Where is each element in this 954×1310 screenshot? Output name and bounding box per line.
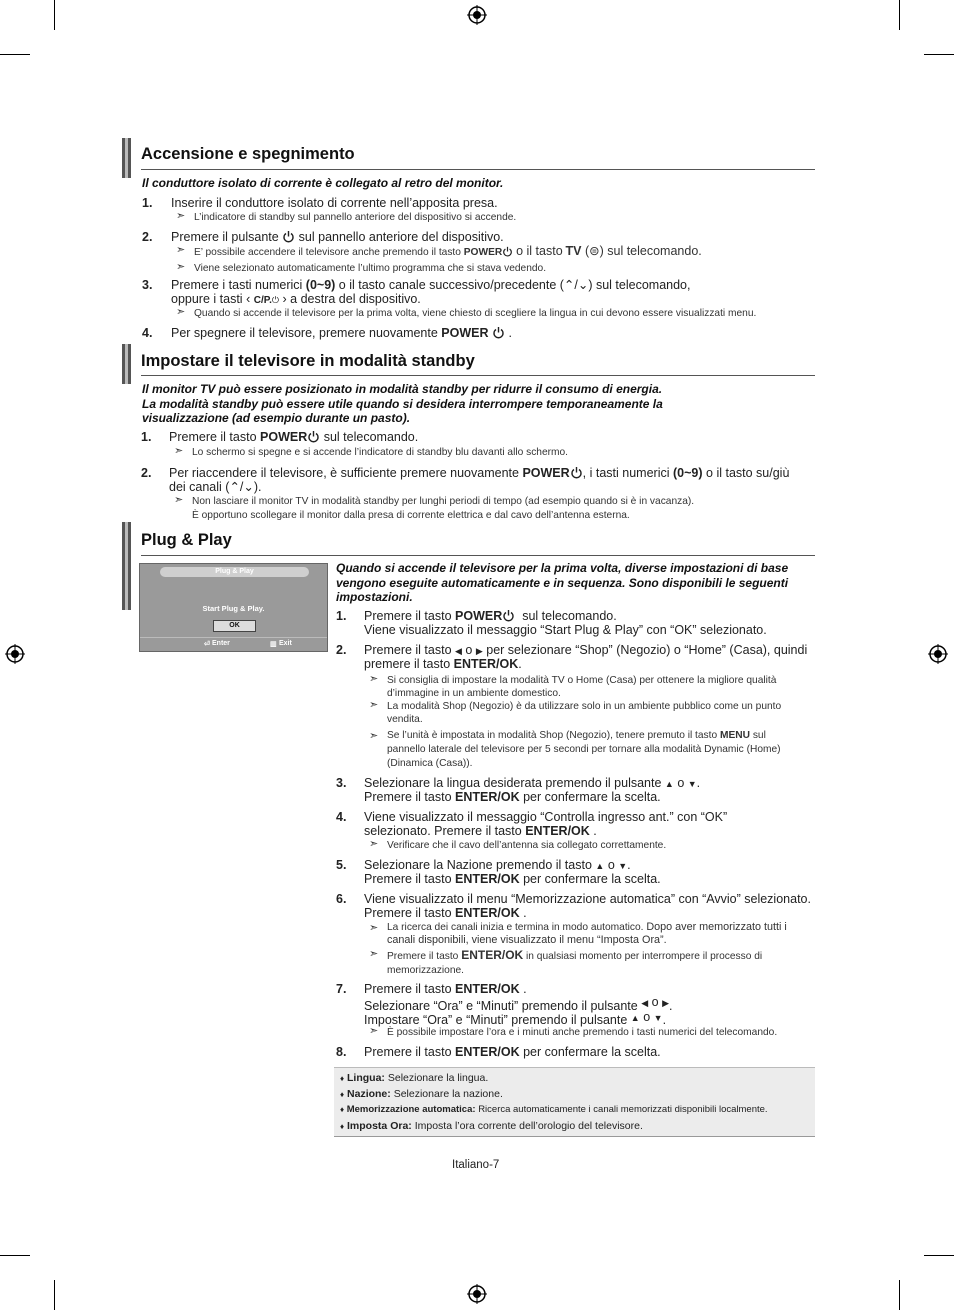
summary-row [340,1120,643,1132]
section-rule [141,375,815,376]
chevron-left-icon: ‹ [246,292,251,306]
note-text [192,495,694,522]
note-text [387,700,781,726]
note-arrow-icon: ➣ [369,838,379,850]
registration-mark-icon [467,5,487,25]
step-text-b: . [523,982,527,996]
note-text: Verificare che il cavo dell’antenna sia collegato correttamente. [387,840,667,851]
step-line2-a: premere il tasto [364,657,451,671]
tv-screen-header: Plug & Play [160,567,309,577]
enter-ok-label: ENTER/OK [455,906,520,920]
down-arrow-icon: ▼ [653,1013,663,1023]
step-number: 4. [142,326,153,340]
or-text: o [677,776,685,790]
note-text [194,245,702,259]
exit-label: Exit [279,640,292,647]
step-number: 1. [336,609,347,623]
step-line3-a: Impostare “Ora” e “Minuti” premendo il pulsante [364,1013,628,1027]
section-bar [122,138,131,178]
tv-icon: (⊜ [581,244,600,258]
note-line: vendita. [387,714,423,725]
step-line2-b: per confermare la scelta. [523,872,661,886]
note-arrow-icon: ➣ [176,261,186,273]
section-rule [141,555,815,556]
step-line2-b: ). [253,480,262,494]
step-text: Inserire il conduttore isolato di corrente nell’apposita presa. [171,196,498,210]
intro-line: Quando si accende il televisore per la prima volta, diverse impostazioni di base [336,561,789,575]
note-line: memorizzazione. [387,965,464,976]
enter-ok-label: ENTER/OK [525,824,590,838]
step-line2-a: Premere il tasto [364,906,452,920]
step-line2-a: dei canali ( [169,480,230,494]
step-text-b: sul telecomando. [323,430,419,444]
section-bar [122,522,131,610]
step-text [364,906,527,921]
note-a: Premere il tasto [387,951,459,962]
step-text [364,872,661,887]
crop-mark [924,1255,954,1256]
step-line2-a: Selezionare “Ora” e “Minuti” premendo il pulsante [364,999,638,1013]
section-title: Plug & Play [141,531,232,549]
step-line2-a: oppure i tasti [171,292,243,306]
step-text-b: . [696,776,701,790]
summary-text: Selezionare la nazione. [393,1088,503,1100]
note-text [387,949,762,977]
step-text-a: Premere il tasto [169,430,257,444]
step-number: 5. [336,858,347,872]
step-text [169,466,789,481]
step-number: 1. [141,430,152,444]
step-text-a: Premere il pulsante [171,230,279,244]
intro-line: visualizzazione (ad esempio durante un pasto). [142,411,411,425]
diamond-bullet-icon: ♦ [340,1122,345,1131]
step-text-c: ) sul telecomando, [588,278,691,292]
note-arrow-icon: ➣ [176,306,186,318]
note-text: Viene selezionato automaticamente l’ultimo programma che si stava vedendo. [194,263,547,274]
step-number: 2. [141,466,152,480]
step-text-a: Per spegnere il televisore, premere nuovamente [171,326,438,340]
step-text-b: . [627,858,631,872]
registration-mark-icon [467,1284,487,1304]
section-rule [141,169,815,170]
step-line2-b: . [523,906,527,920]
note-line: (Dinamica (Casa)). [387,758,473,769]
note-text: L’indicatore di standby sul pannello anteriore del dispositivo si accende. [194,212,517,223]
step-text [171,326,512,341]
enter-ok-label: ENTER/OK [455,982,520,996]
step-text-a: Premere il tasto [364,982,452,996]
up-arrow-icon: ▲ [664,779,674,789]
enter-icon: ⏎ [204,641,210,648]
power-label: POWER [455,609,503,623]
intro-line: vengono eseguite automaticamente e in sequenza. Sono disponibili le seguenti [336,575,789,590]
enter-ok-label: ENTER/OK [455,872,520,886]
power-icon [282,230,295,243]
power-label: POWER [441,326,489,340]
registration-mark-icon [928,644,948,664]
enter-label: Enter [212,640,230,647]
step-number: 8. [336,1045,347,1059]
note-arrow-icon: ➣ [176,244,186,256]
step-text-c: o il tasto su/giù [706,466,790,480]
step-text: Viene visualizzato il menu “Memorizzazione automatica” con “Avvio” selezionato. [364,892,811,906]
menu-label: MENU [719,730,750,741]
step-line2-a: selezionato. Premere il tasto [364,824,522,838]
right-arrow-icon: ▶ [475,646,483,656]
note-text [387,674,776,700]
note-arrow-icon: ➣ [369,699,379,711]
step-text-b: sul pannello anteriore del dispositivo. [298,230,504,244]
note-a: La ricerca dei canali inizia e termina in modo automatico. [387,922,644,933]
step-text-b: per confermare la scelta. [523,1045,661,1059]
step-text [364,609,617,624]
section-title: Accensione e spegnimento [141,145,355,163]
step-line3-b: . [662,1013,667,1027]
step-text [364,790,661,805]
step-text [364,1045,661,1060]
power-label: POWER [260,430,308,444]
intro-text: Il conduttore isolato di corrente è collegato al retro del monitor. [142,176,504,190]
step-text [171,278,690,293]
step-number: 2. [336,643,347,657]
note-arrow-icon: ➣ [369,1025,379,1037]
step-line2-a: Premere il tasto [364,872,452,886]
step-text-a: Per riaccendere il televisore, è sufficiente premere nuovamente [169,466,519,480]
step-text [364,824,597,839]
note-c: ) sul telecomando. [599,244,702,258]
step-line2-b: . [593,824,597,838]
note-line: d’immagine in un ambiente domestico. [387,688,561,699]
power-icon [502,246,513,257]
step-bold: (0~9) [673,466,703,480]
step-line2-b: a destra del dispositivo. [290,292,421,306]
step-text [169,430,418,445]
intro-line: Il monitor TV può essere posizionato in modalità standby per ridurre il consumo di energia. [142,382,663,396]
note-arrow-icon: ➣ [369,673,379,685]
section-bar [122,344,131,384]
step-text-a: Selezionare la Nazione premendo il tasto [364,858,592,872]
intro-line: impostazioni. [336,590,413,604]
chevron-right-icon: › [282,292,287,306]
note-tv: TV [565,244,582,258]
step-text-b: , i tasti numerici [582,466,670,480]
note-arrow-icon: ➣ [369,922,379,934]
summary-label: Nazione: [347,1088,391,1100]
power-icon [492,326,505,339]
summary-row [340,1088,503,1100]
up-arrow-icon: ▲ [595,861,605,871]
enter-ok-label: ENTER/OK [453,657,519,671]
step-number: 6. [336,892,347,906]
step-text [171,230,504,245]
diamond-bullet-icon: ♦ [340,1090,345,1099]
summary-label: Lingua: [347,1072,385,1084]
step-number: 3. [336,776,347,790]
note-text [387,729,781,770]
step-text-b: . [508,326,512,340]
note-power: POWER [463,247,503,258]
step-text: Viene visualizzato il messaggio “Controlla ingresso ant.” con “OK” [364,810,728,824]
note-arrow-icon: ➣ [174,445,184,457]
enter-ok-label: ENTER/OK [461,948,524,962]
left-arrow-icon: ◀ [641,998,649,1008]
step-text [364,657,522,672]
crop-mark [54,1280,55,1310]
note-text: Quando si accende il televisore per la prima volta, viene chiesto di scegliere la lingua in cui devono essere visualizzati menu. [194,308,757,319]
step-number: 4. [336,810,347,824]
registration-mark-icon [5,644,25,664]
step-text-b: per selezionare “Shop” (Negozio) o “Home” (Casa), quindi [486,643,808,657]
enter-ok-label: ENTER/OK [455,1045,520,1059]
power-label: POWER [522,466,570,480]
step-line2-b: per confermare la scelta. [523,790,661,804]
step-text-b: sul telecomando. [522,609,617,623]
step-line2-a: Premere il tasto [364,790,452,804]
note-arrow-icon: ➣ [176,210,186,222]
channel-updown-icon: ⌃/⌄ [229,480,254,494]
note-arrow-icon: ➣ [174,494,184,506]
or-text: o [643,1010,651,1024]
step-number: 7. [336,982,347,996]
note-a: Se l’unità è impostata in modalità Shop (Negozio), tenere premuto il tasto [387,730,718,741]
channel-updown-icon: ⌃/⌄ [563,278,589,292]
note-line: Si consiglia di impostare la modalità TV o Home (Casa) per ottenere la migliore qualità [387,675,777,686]
step-text-a: Premere i tasti numerici [171,278,303,292]
note-b: in qualsiasi momento per interrompere il processo di [526,951,763,962]
step-text-a: Premere il tasto [364,643,452,657]
or-text: o [465,643,473,657]
down-arrow-icon: ▼ [687,779,697,789]
crop-mark [54,0,55,30]
section-title: Impostare il televisore in modalità standby [141,352,475,370]
summary-label: Imposta Ora: [347,1120,412,1132]
tv-screen-footer [140,637,327,651]
crop-mark [899,0,900,30]
step-text-a: Selezionare la lingua desiderata premendo il pulsante [364,776,662,790]
summary-text: Selezionare la lingua. [387,1072,489,1084]
page-number: Italiano-7 [452,1159,500,1171]
crop-mark [924,54,954,55]
crop-mark [899,1280,900,1310]
tv-screen-message: Start Plug & Play. [202,604,265,613]
note-line: Non lasciare il monitor TV in modalità standby per lunghi periodi di tempo (ad esempio quando si è in vacanza). [192,496,695,507]
summary-label: Memorizzazione automatica: [346,1104,476,1115]
note-line: La modalità Shop (Negozio) è da utilizzare solo in un ambiente pubblico come un punto [387,701,782,712]
note-b: sul [752,730,766,741]
enter-ok-label: ENTER/OK [455,790,520,804]
note-line: canali disponibili, viene visualizzato il menu “Imposta Ora”. [387,934,667,946]
step-line2-b: . [669,999,673,1013]
crop-mark [0,54,30,55]
step-text-a: Premere il tasto [364,1045,452,1059]
note-b: o il tasto [516,244,563,258]
note-a: E’ possibile accendere il televisore anche premendo il tasto [194,247,461,258]
intro-text [142,382,663,426]
exit-icon: ▥ [270,641,277,648]
diamond-bullet-icon: ♦ [340,1074,345,1083]
step-number: 2. [142,230,153,244]
diamond-bullet-icon: ♦ [340,1105,345,1114]
cp-label: C/P. [253,295,272,306]
power-small-icon: ⏻ [271,295,280,305]
note-arrow-icon: ➣ [369,730,379,742]
note-arrow-icon: ➣ [369,948,379,960]
note-text [387,921,815,947]
summary-text: Ricerca automaticamente i canali memorizzati disponibili localmente. [478,1104,768,1115]
step-bold: (0~9) [305,278,336,292]
power-icon [307,430,320,443]
note-b: Dopo aver memorizzato tutti i [646,921,787,933]
summary-row [340,1104,768,1115]
summary-box [334,1067,815,1137]
step-text-b: o il tasto canale successivo/precedente ( [338,278,564,292]
crop-mark [0,1255,30,1256]
or-text: o [651,995,659,1009]
step-text-a: Premere il tasto [364,609,452,623]
power-icon [570,466,583,479]
note-text: Lo schermo si spegne e si accende l’indicatore di standby blu davanti allo schermo. [192,447,569,458]
note-text: È possibile impostare l’ora e i minuti anche premendo i tasti numerici del telecomando. [387,1027,778,1038]
intro-text [336,561,788,605]
step-text: Viene visualizzato il messaggio “Start Plug & Play” con “OK” selezionato. [364,623,767,637]
note-line: pannello laterale del televisore per 5 secondi per tornare alla modalità Dynamic (Home) [387,744,781,755]
power-icon [502,609,515,622]
step-number: 3. [142,278,153,292]
or-text: o [607,858,615,872]
down-arrow-icon: ▼ [618,861,628,871]
step-text [364,982,527,997]
step-number: 1. [142,196,153,210]
tv-ok-button: OK [213,620,256,632]
up-arrow-icon: ▲ [630,1013,640,1023]
step-line2-b: . [518,657,522,671]
summary-row [340,1072,488,1084]
summary-text: Imposta l’ora corrente dell’orologio del televisore. [414,1120,643,1132]
left-arrow-icon: ◀ [455,646,462,656]
tv-screen-preview [139,563,328,652]
intro-line: La modalità standby può essere utile quando si desidera interrompere temporaneamente la [142,396,663,411]
right-arrow-icon: ▶ [662,998,669,1008]
note-line: È opportuno scollegare il monitor dalla presa di corrente elettrica e dal cavo dell’antenna esterna. [192,510,630,521]
